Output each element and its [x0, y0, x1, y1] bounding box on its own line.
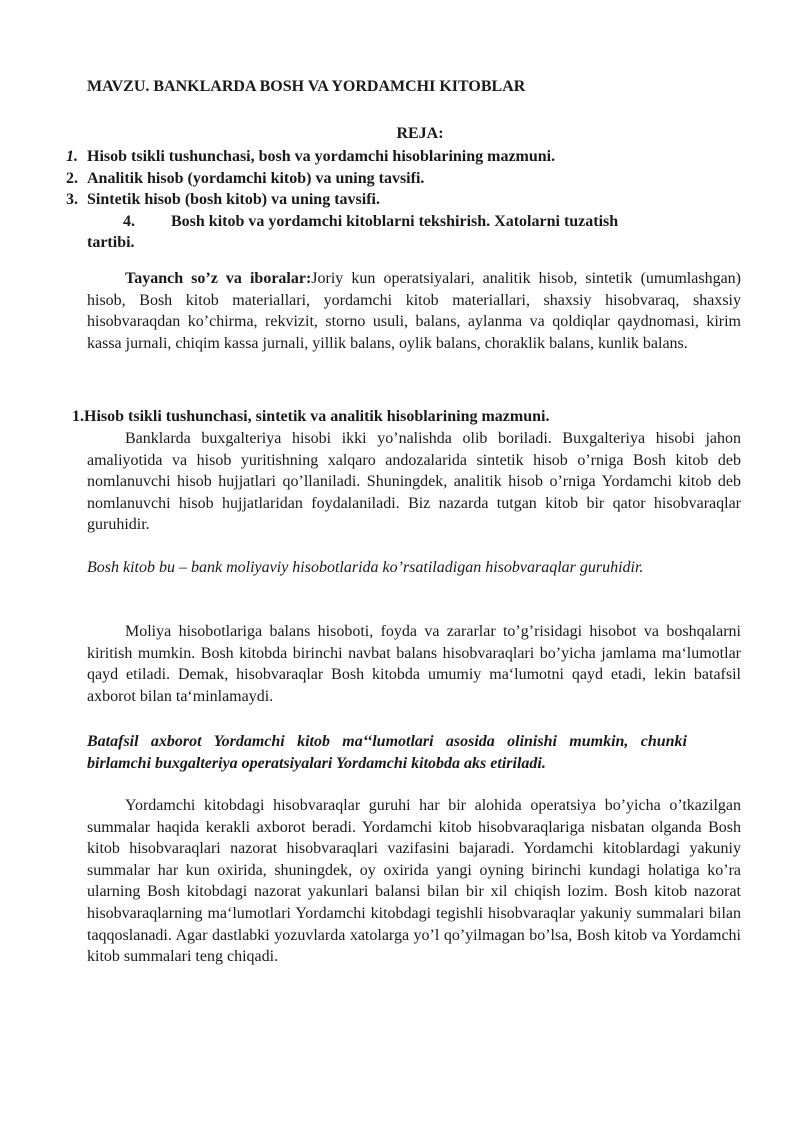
italic-definition: Bosh kitob bu – bank moliyaviy hisobotlarida ko’rsatiladigan hisobvaraqlar guruhidir.: [87, 559, 644, 576]
plan-item-1: [66, 146, 746, 168]
plan-item-text: Sintetik hisob (bosh kitob) va uning tavsifi.: [87, 191, 380, 209]
plan-item-text: Bosh kitob va yordamchi kitoblarni tekshirish. Xatolarni tuzatish: [171, 212, 619, 230]
plan-item-number: 3.: [66, 191, 78, 209]
paragraph-1: Banklarda buxgalteriya hisobi ikki yo’nalishda olib boriladi. Buxgalteriya hisobi jahon amaliyotida va hisob yuritishning xalqaro andozalarida sintetik hisob o’rniga Bosh kitob deb nomlanuvchi hisob hujjatlari qo’llaniladi. Shuningdek, analitik hisob o’rniga Yordamchi kitob deb nomlanuvchi hisob hujjatlaridan foydalaniladi. Biz nazarda tutgan kitob bir qator hisobvaraqlar guruhidir.: [87, 430, 741, 534]
plan-item-text: Hisob tsikli tushunchasi, bosh va yordamchi hisoblarining mazmuni.: [87, 148, 556, 165]
section-heading: 1.Hisob tsikli tushunchasi, sintetik va analitik hisoblarining mazmuni.: [72, 408, 550, 425]
plan-item-number: 4.: [123, 212, 135, 230]
bold-italic-statement: Batafsil axborot Yordamchi kitob ma‘‘lumotlari asosida olinishi mumkin, chunki birlamchi buxgalteriya operatsiyalari Yordamchi kitobda aks etiriladi.: [87, 733, 687, 772]
plan-item-4-continuation: tartibi.: [87, 234, 135, 252]
plan-item-number: 2.: [66, 169, 78, 187]
keywords-paragraph: [87, 268, 741, 354]
keywords-text: Joriy kun operatsiyalari, analitik hisob, sintetik (umumlashgan) hisob, Bosh kitob materiallari, yordamchi kitob materiallari, shaxsiy hisobvaraq, shaxsiy hisobvaraqdan ko’chirma, rekvizit, storno usuli, balans, aylanma va qoldiqlar qaydnomasi, kirim kassa jurnali, chiqim kassa jurnali, yillik balans, oylik balans, choraklik balans, kunlik balans.: [87, 270, 741, 352]
plan-item-2: [66, 168, 746, 190]
plan-item-3: [66, 189, 746, 211]
document-title: MAVZU. BANKLARDA BOSH VA YORDAMCHI KITOBLAR: [87, 78, 526, 95]
plan-heading: REJA:: [396, 125, 444, 142]
plan-item-4: [66, 211, 746, 233]
plan-list: [66, 146, 746, 254]
paragraph-2: Moliya hisobotlariga balans hisoboti, foyda va zararlar to’g’risidagi hisobot va boshqalarni kiritish mumkin. Bosh kitobda birinchi navbat balans hisobvaraqlari bo’yicha jamlama ma‘lumotlar qayd etiladi. Demak, hisobvaraqlar Bosh kitobda umumiy ma‘lumotni qayd etadi, lekin batafsil axborot bilan ta‘minlamaydi.: [87, 623, 741, 705]
plan-item-text: Analitik hisob (yordamchi kitob) va uning tavsifi.: [87, 169, 425, 187]
keywords-label: Tayanch so’z va iboralar:: [125, 270, 312, 287]
paragraph-3: Yordamchi kitobdagi hisobvaraqlar guruhi har bir alohida operatsiya bo’yicha o’tkazilgan summalar haqida kerakli axborot beradi. Yordamchi kitob hisobvaraqlariga nisbatan olganda Bosh kitob hisobvaraqlari nazorat hisobvaraqlari vazifasini bajaradi. Yordamchi kitoblardagi yakuniy summalar har kun oxirida, shuningdek, oy oxirida yangi oyning birinchi kundagi holatiga ko’ra ularning Bosh kitobdagi nazorat yakunlari balansi bilan bir xil chiqish lozim. Bosh kitob nazorat hisobvaraqlarning ma‘lumotlari Yordamchi kitobdagi tegishli hisobvaraqlar yakuniy summalari bilan taqqoslanadi. Agar dastlabki yozuvlarda xatolarga yo’l qo’yilmagan bo’lsa, Bosh kitob va Yordamchi kitob summalari teng chiqadi.: [87, 797, 741, 966]
plan-item-number: 1.: [66, 148, 78, 165]
